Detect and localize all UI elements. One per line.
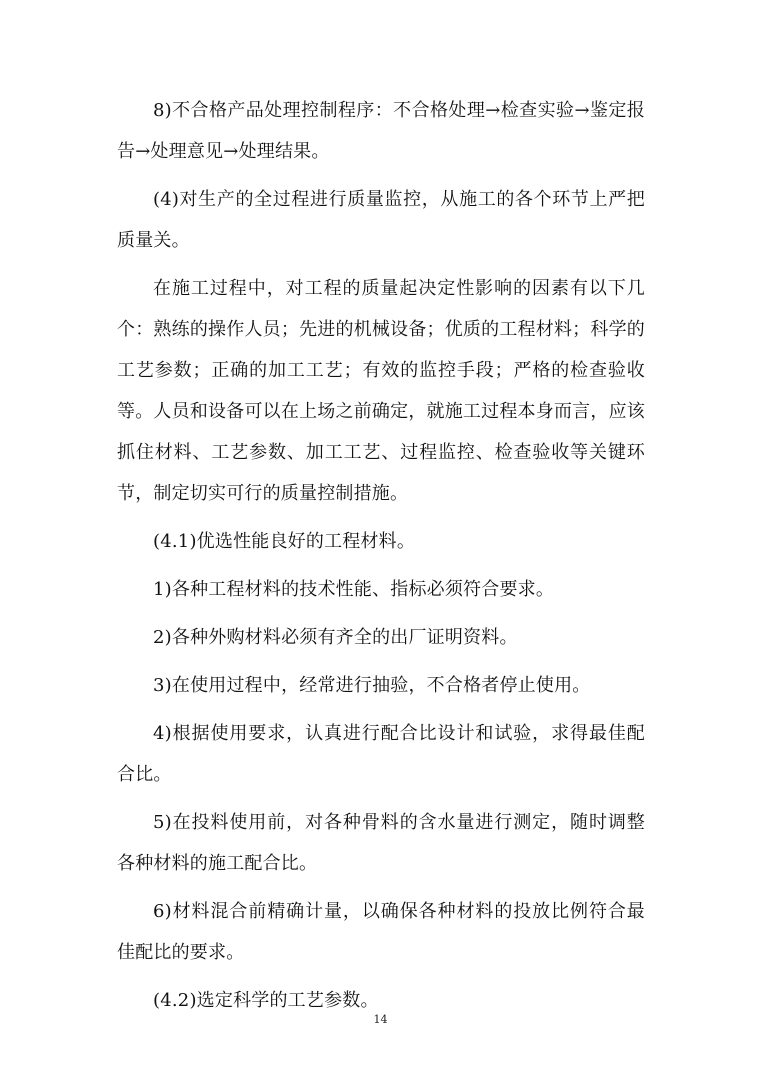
list-item-2: 2)各种外购材料必须有齐全的出厂证明资料。 xyxy=(153,627,518,648)
list-item-6: 6)材料混合前精确计量，以确保各种材料的投放比例符合最佳配比的要求。 xyxy=(117,901,645,963)
page-number: 14 xyxy=(373,1013,388,1026)
paragraph-nonconforming-procedure: 8)不合格产品处理控制程序：不合格处理→检查实验→鉴定报告→处理意见→处理结果。 xyxy=(117,100,645,162)
section-heading-process-parameters: (4.2)选定科学的工艺参数。 xyxy=(153,990,379,1011)
list-item-1: 1)各种工程材料的技术性能、指标必须符合要求。 xyxy=(153,579,555,600)
paragraph-key-factors: 在施工过程中，对工程的质量起决定性影响的因素有以下几个：熟练的操作人员；先进的机械设备；优质的工程材料；科学的工艺参数；正确的加工工艺；有效的监控手段；严格的检查验收等。人员和设备可以在上场之前确定，就施工过程本身而言，应该抓住材料、工艺参数、加工工艺、过程监控、检查验收等关键环节，制定切实可行的质量控制措施。 xyxy=(117,278,645,504)
list-item-3: 3)在使用过程中，经常进行抽验，不合格者停止使用。 xyxy=(153,675,591,696)
paragraph-quality-monitoring: (4)对生产的全过程进行质量监控，从施工的各个环节上严把质量关。 xyxy=(117,189,645,251)
list-item-4: 4)根据使用要求，认真进行配合比设计和试验，求得最佳配合比。 xyxy=(117,723,645,785)
list-item-5: 5)在投料使用前，对各种骨料的含水量进行测定，随时调整各种材料的施工配合比。 xyxy=(117,812,645,874)
section-heading-materials: (4.1)优选性能良好的工程材料。 xyxy=(153,531,416,552)
page-body xyxy=(117,90,645,1028)
